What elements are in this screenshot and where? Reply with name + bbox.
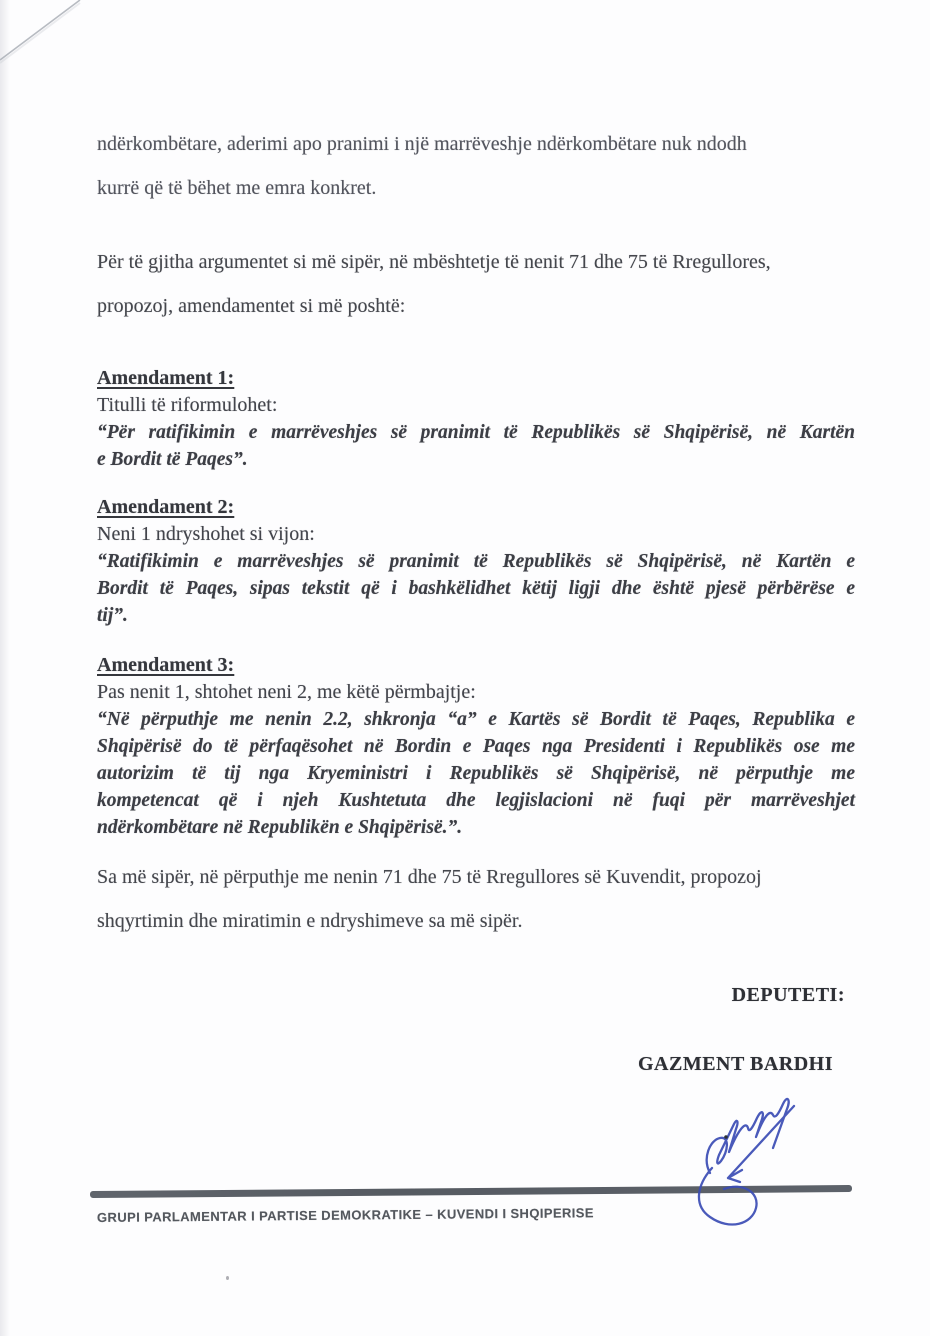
scan-edge-shading	[0, 0, 10, 1336]
paragraph-intro	[97, 122, 855, 210]
amendment-2-quote-line: tij”.	[97, 605, 128, 626]
paragraph-intro-line: ndërkombëtare, aderimi apo pranimi i një marrëveshje ndërkombëtare nuk ndodh	[97, 133, 747, 155]
amendment-3-quote-line: ndërkombëtare në Republikën e Shqipërisë.”.	[97, 817, 463, 838]
amendment-1-lead: Titulli të riformulohet:	[97, 394, 278, 416]
amendment-3-quote-line: autorizim të tij nga Kryeministri i Republikës së Shqipërisë, në përputhje me	[97, 763, 855, 784]
amendment-2-section	[97, 494, 855, 629]
page-corner-fold	[0, 0, 95, 75]
footer-parliamentary-group-label: GRUPI PARLAMENTAR I PARTISE DEMOKRATIKE – KUVENDI I SHQIPERISE	[96, 1205, 594, 1225]
amendment-3-quote-line: “Në përputhje me nenin 2.2, shkronja “a” e Kartës së Bordit të Paqes, Republika e	[97, 709, 855, 730]
amendment-1-heading: Amendament 1:	[97, 367, 235, 389]
amendment-2-lead: Neni 1 ndryshohet si vijon:	[97, 523, 315, 545]
amendment-2-quote-line: “Ratifikimin e marrëveshjes së pranimit të Republikës së Shqipërisë, në Kartën e	[97, 551, 855, 572]
paragraph-intro-line: kurrë që të bëhet me emra konkret.	[97, 177, 377, 199]
amendment-1-section	[97, 365, 855, 473]
amendment-3-section	[97, 652, 855, 841]
paragraph-proposal-line: Për të gjitha argumentet si më sipër, në mbështetje të nenit 71 dhe 75 të Rregullores,	[97, 251, 771, 273]
paragraph-closing	[97, 855, 855, 943]
amendment-3-lead: Pas nenit 1, shtohet neni 2, me këtë përmbajtje:	[97, 681, 476, 703]
paragraph-closing-line: Sa më sipër, në përputhje me nenin 71 dhe 75 të Rregullores së Kuvendit, propozoj	[97, 866, 762, 888]
handwritten-signature-ink	[690, 1080, 825, 1228]
amendment-3-quote-line: kompetencat që i njeh Kushtetuta dhe legjislacioni në fuqi për marrëveshjet	[97, 790, 855, 811]
amendment-2-heading: Amendament 2:	[97, 496, 235, 518]
scan-speck	[226, 1276, 229, 1280]
paragraph-proposal	[97, 240, 855, 328]
amendment-1-quote-line: “Për ratifikimin e marrëveshjes së pranimit të Republikës së Shqipërisë, në Kartën	[97, 422, 855, 443]
deputy-role-label: DEPUTETI:	[731, 984, 845, 1006]
amendment-3-heading: Amendament 3:	[97, 654, 235, 676]
paragraph-proposal-line: propozoj, amendamentet si më poshtë:	[97, 295, 406, 317]
amendment-2-quote-line: Bordit të Paqes, sipas tekstit që i bashkëlidhet këtij ligji dhe është pjesë përbërëse e	[97, 578, 855, 599]
deputy-name: GAZMENT BARDHI	[638, 1053, 833, 1075]
amendment-3-quote-line: Shqipërisë do të përfaqësohet në Bordin e Paqes nga Presidenti i Republikës ose me	[97, 736, 855, 757]
amendment-1-quote-line: e Bordit të Paqes”.	[97, 449, 248, 470]
paragraph-closing-line: shqyrtimin dhe miratimin e ndryshimeve sa më sipër.	[97, 910, 523, 932]
